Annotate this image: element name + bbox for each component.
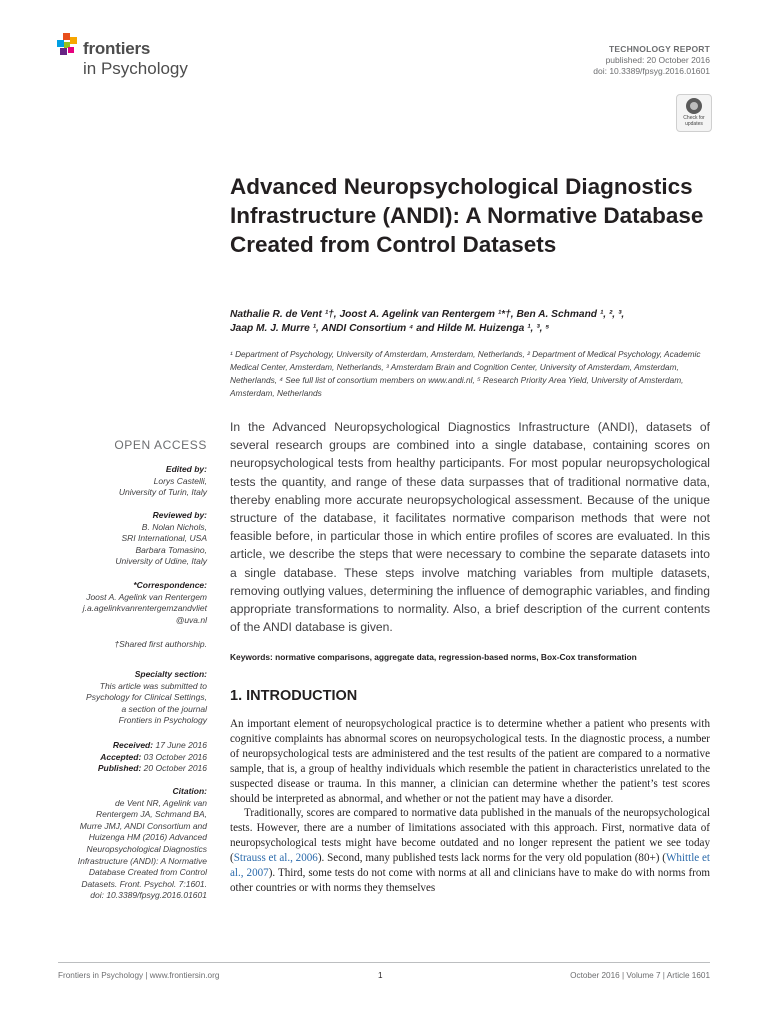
paragraph-2: Traditionally, scores are compared to normative data published in the manuals of the neuropsychological tests. However, there are a number of limitations associated with this approach. First, normative data of neuropsychological tests might have become outdated and no longer represent the patient we see today (Strauss et al., 2006). Second, many published tests lack norms for the very old population (80+) (Whittle et al., 2007). Third, some tests do not come with norms at all and clinicians have to make do with norms from other countries or with norms they themselves (230, 807, 711, 894)
journal-logo (57, 33, 207, 83)
citation-line: de Vent NR, Agelink van (115, 797, 207, 808)
check-for-updates-badge[interactable] (676, 94, 712, 132)
article-doi[interactable]: doi: 10.3389/fpsyg.2016.01601 (593, 66, 710, 76)
journal-subtitle: in Psychology (83, 59, 188, 78)
reviewer-2-name: Barbara Tomasino, (135, 544, 207, 555)
journal-brand: frontiers (83, 39, 151, 58)
published-label: Published: (97, 763, 142, 774)
abstract: In the Advanced Neuropsychological Diagnostics Infrastructure (ANDI), datasets of several research groups are combined into a single database, containing scores on neuropsychological tests from healthy participants. For most popular neuropsychological tests the quantity, and range of these data surpasses that of traditional normative data, thereby enabling more accurate neuropsychological assessment. Because of the unique structure of the database, it facilitates normative comparison methods that were not feasible before, in particular those in which entire profiles of scores are evaluated. In this article, we describe the steps that were necessary to combine the separate datasets into a single database. These steps involve matching variables from multiple datasets, removing outlying values, determining the influence of demographic variables, and finding appropriate transformations to normality. Also, a brief description of the current contents of the ANDI database is given. (230, 420, 710, 635)
sidebar-specialty-section: Specialty section: This article was submitted to Psychology for Clinical Settings, a section of the journal Frontiers in Psychology (86, 669, 207, 726)
specialty-label: Specialty section: (134, 669, 207, 679)
published-date-side: 20 October 2016 (143, 763, 207, 774)
page-number: 1 (378, 971, 383, 980)
reviewed-by-label: Reviewed by: (152, 510, 207, 520)
accepted-label: Accepted: (100, 751, 142, 762)
edited-by-label: Edited by: (165, 464, 207, 474)
published-date: published: 20 October 2016 (605, 55, 710, 65)
editor-affiliation: University of Turin, Italy (118, 487, 207, 498)
affiliations: ¹ Department of Psychology, University of Amsterdam, Amsterdam, Netherlands, ² Department of Medical Psychology, Academic Medical Center, Amsterdam, Netherlands, ³ Amsterdam Brain and Cognition Center, University of Amsterdam, Amsterdam, Netherlands, ⁴ See full list of consortium members on www.andi.nl, ⁵ Research Priority Area Yield, University of Amsterdam, Amsterdam, Netherlands (230, 349, 701, 398)
sidebar-edited-by (55, 464, 207, 499)
citation-line: Infrastructure (ANDI): A Normative (77, 855, 207, 866)
sidebar-reviewed-by (55, 510, 207, 568)
correspondence-label: *Correspondence: (133, 580, 207, 590)
open-access-label: OPEN ACCESS (114, 438, 207, 452)
sidebar-dates (55, 740, 207, 775)
paragraph-1: An important element of neuropsychological practice is to determine whether a patient who presents with cognitive complaints has abnormal scores on neuropsychological tests. In the diagnostic process, a number of neuropsychological tests are administered and the test results of the patient are compared to a normative sample, that is, a group of healthy individuals which resemble the patient in characteristics unrelated to the suspected disease or trauma. In this manner, a clinician can determine whether the patient’s test scores should be interpreted as abnormal, and whether or not the patient may have a disorder. (230, 718, 710, 805)
badge-text: Check for updates (683, 115, 705, 127)
correspondence-email[interactable]: j.a.agelinkvanrentergemzandvliet @uva.nl (82, 603, 207, 625)
footer-volume: October 2016 | Volume 7 | Article 1601 (570, 971, 710, 980)
keywords: Keywords: normative comparisons, aggregate data, regression-based norms, Box-Cox transformation (230, 652, 637, 662)
citation-line: Murre JMJ, ANDI Consortium and (79, 820, 207, 831)
update-icon (686, 98, 702, 114)
citation-line: doi: 10.3389/fpsyg.2016.01601 (90, 890, 207, 901)
shared-authorship-note: †Shared first authorship. (114, 639, 207, 649)
reviewer-2-affiliation: University of Udine, Italy (115, 556, 207, 567)
reviewer-1-affiliation: SRI International, USA (121, 533, 207, 544)
received-date: 17 June 2016 (155, 740, 207, 750)
article-type: TECHNOLOGY REPORT (608, 44, 710, 54)
frontiers-logo-icon (57, 33, 79, 59)
citation-link[interactable]: Strauss et al., 2006 (233, 852, 318, 865)
article-meta (593, 44, 710, 77)
citation-line: Huizenga HM (2016) Advanced (88, 832, 207, 843)
accepted-date: 03 October 2016 (143, 751, 207, 762)
sidebar-citation (55, 786, 207, 902)
footer-journal[interactable]: Frontiers in Psychology | www.frontiersin.org (58, 971, 220, 980)
citation-link[interactable]: Whittle et al., 2007 (230, 852, 710, 880)
reviewer-1-name: B. Nolan Nichols, (141, 521, 207, 532)
citation-line: Database Created from Control (88, 867, 207, 878)
section-heading: 1. INTRODUCTION (230, 688, 358, 704)
citation-line: Datasets. Front. Psychol. 7:1601. (81, 878, 207, 889)
citation-line: Neuropsychological Diagnostics (86, 843, 207, 854)
authors-line-2: Jaap M. J. Murre ¹, ANDI Consortium ⁴ and Hilde M. Huizenga ¹, ³, ⁵ (230, 323, 550, 334)
citation-label: Citation: (172, 786, 207, 796)
correspondence-name: Joost A. Agelink van Rentergem (86, 591, 207, 602)
citation-line: Rentergem JA, Schmand BA, (95, 809, 207, 820)
authors-line-1: Nathalie R. de Vent ¹†, Joost A. Agelink van Rentergem ¹*†, Ben A. Schmand ¹, ², ³, (230, 309, 625, 320)
received-label: Received: (112, 740, 154, 750)
footer-divider (58, 962, 710, 963)
sidebar-correspondence (55, 580, 207, 626)
editor-name: Lorys Castelli, (153, 475, 207, 486)
author-list (230, 308, 710, 336)
article-title: Advanced Neuropsychological Diagnostics Infrastructure (ANDI): A Normative Database Created from Control Datasets (230, 174, 704, 257)
body-text (230, 717, 710, 896)
